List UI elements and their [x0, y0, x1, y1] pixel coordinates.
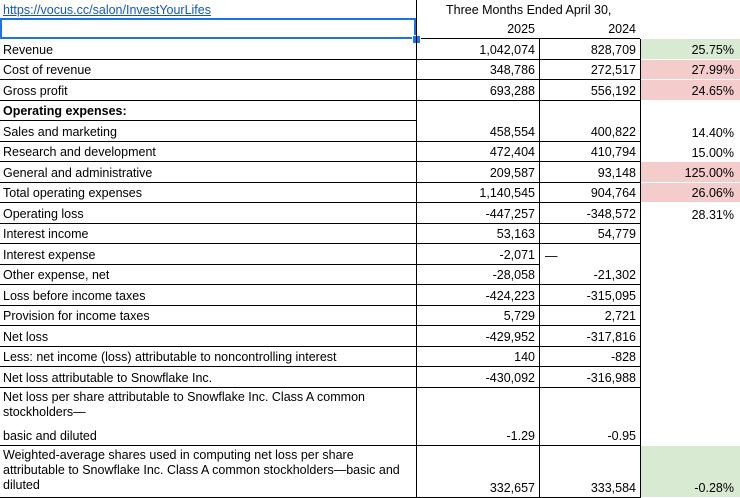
period-label: Three Months Ended April 30,: [446, 3, 612, 17]
year-2025: 2025: [507, 22, 535, 36]
change-percent[interactable]: 125.00%: [640, 162, 740, 183]
row-label[interactable]: Other expense, net: [0, 265, 416, 285]
value-2025[interactable]: 1,042,074: [416, 39, 539, 60]
table-row: [0, 306, 740, 326]
value-2024[interactable]: 333,584: [539, 446, 640, 498]
table-row: [0, 446, 740, 498]
source-link[interactable]: https://vocus.cc/salon/InvestYourLifes: [3, 3, 211, 17]
value-2025[interactable]: 693,288: [416, 80, 539, 101]
table-row: [0, 101, 740, 121]
value-2024[interactable]: 556,192: [539, 80, 640, 101]
row-label[interactable]: Interest income: [0, 224, 416, 244]
change-percent[interactable]: [640, 326, 740, 347]
column-divider: [539, 39, 540, 498]
change-percent[interactable]: [640, 347, 740, 367]
value-2025[interactable]: -1.29: [416, 425, 539, 446]
value-2024[interactable]: -315,095: [539, 285, 640, 306]
row-label[interactable]: Operating loss: [0, 203, 416, 224]
value-2025[interactable]: [416, 101, 539, 121]
table-row: [0, 285, 740, 306]
table-row: [0, 142, 740, 162]
value-2025[interactable]: 348,786: [416, 60, 539, 80]
table-row: [0, 224, 740, 244]
row-label[interactable]: Net loss attributable to Snowflake Inc.: [0, 367, 416, 388]
table-row: [0, 388, 740, 425]
change-percent[interactable]: [640, 388, 740, 425]
row-label[interactable]: Sales and marketing: [0, 121, 416, 142]
value-2025[interactable]: 53,163: [416, 224, 539, 244]
change-percent[interactable]: -0.28%: [640, 446, 740, 498]
row-label[interactable]: General and administrative: [0, 162, 416, 183]
change-percent[interactable]: [640, 265, 740, 285]
table-row: [0, 347, 740, 367]
row-label[interactable]: Interest expense: [0, 244, 416, 265]
row-label[interactable]: Research and development: [0, 142, 416, 162]
value-2025[interactable]: 209,587: [416, 162, 539, 183]
active-cell-selection[interactable]: [0, 18, 416, 39]
year-2024: 2024: [608, 22, 636, 36]
value-2025[interactable]: 332,657: [416, 446, 539, 498]
change-percent[interactable]: 25.75%: [640, 39, 740, 60]
row-label[interactable]: Less: net income (loss) attributable to noncontrolling interest: [0, 347, 416, 367]
value-2025[interactable]: -430,092: [416, 367, 539, 388]
row-label[interactable]: Net loss: [0, 326, 416, 347]
table-row: [0, 39, 740, 60]
change-percent[interactable]: 14.40%: [691, 126, 734, 140]
value-2024[interactable]: 93,148: [539, 162, 640, 183]
period-label-cell: [416, 0, 640, 19]
change-percent[interactable]: 28.31%: [691, 208, 734, 222]
value-2024[interactable]: 272,517: [539, 60, 640, 80]
change-percent[interactable]: [640, 425, 740, 446]
value-2024[interactable]: -21,302: [539, 265, 640, 285]
column-divider: [640, 39, 641, 498]
change-percent[interactable]: 15.00%: [691, 146, 734, 160]
row-label[interactable]: Cost of revenue: [0, 60, 416, 80]
change-percent[interactable]: [640, 306, 740, 326]
change-percent[interactable]: 24.65%: [640, 80, 740, 101]
value-2025[interactable]: -2,071: [416, 244, 539, 265]
row-label[interactable]: Total operating expenses: [0, 183, 416, 203]
table-row: [0, 80, 740, 101]
value-2024[interactable]: 904,764: [539, 183, 640, 203]
value-2024[interactable]: -0.95: [539, 425, 640, 446]
value-2025[interactable]: -447,257: [416, 203, 539, 224]
value-2024[interactable]: -317,816: [539, 326, 640, 347]
value-2024[interactable]: 54,779: [539, 224, 640, 244]
row-label[interactable]: Operating expenses:: [0, 101, 416, 121]
value-2024[interactable]: 410,794: [539, 142, 640, 162]
table-row: [0, 121, 740, 142]
table-row: [0, 265, 740, 285]
row-label[interactable]: Revenue: [0, 39, 416, 60]
table-row: [0, 60, 740, 80]
table-row: [0, 367, 740, 388]
value-2024[interactable]: 400,822: [539, 121, 640, 142]
table-row: [0, 326, 740, 347]
row-label[interactable]: Provision for income taxes: [0, 306, 416, 326]
row-label[interactable]: basic and diluted: [0, 425, 416, 446]
value-2025[interactable]: -28,058: [416, 265, 539, 285]
table-row: [0, 183, 740, 203]
row-label[interactable]: Gross profit: [0, 80, 416, 101]
value-2024[interactable]: 2,721: [539, 306, 640, 326]
value-2025[interactable]: 472,404: [416, 142, 539, 162]
value-2024[interactable]: -828: [539, 347, 640, 367]
column-divider: [416, 0, 417, 498]
year-2024-cell: [539, 19, 640, 39]
row-label[interactable]: Loss before income taxes: [0, 285, 416, 306]
value-2024[interactable]: -348,572: [539, 203, 640, 224]
value-2024[interactable]: —: [545, 249, 558, 263]
value-2024[interactable]: 828,709: [539, 39, 640, 60]
change-percent[interactable]: [640, 285, 740, 306]
value-2025[interactable]: -424,223: [416, 285, 539, 306]
change-percent[interactable]: 27.99%: [640, 60, 740, 80]
value-2024[interactable]: [539, 101, 640, 121]
row-label[interactable]: Weighted-average shares used in computing net loss per share attributable to Snowflake Inc. Class A common stockholders—basic and diluted: [0, 446, 416, 498]
row-label[interactable]: Net loss per share attributable to Snowflake Inc. Class A common stockholders—: [3, 390, 365, 419]
value-2025[interactable]: 458,554: [416, 121, 539, 142]
value-2025[interactable]: 5,729: [416, 306, 539, 326]
year-2025-cell: [416, 19, 539, 39]
value-2024[interactable]: [539, 388, 640, 425]
table-row: [0, 425, 740, 446]
change-percent[interactable]: [640, 367, 740, 388]
link-cell[interactable]: [0, 0, 416, 19]
value-2025[interactable]: -429,952: [416, 326, 539, 347]
change-percent[interactable]: [640, 101, 740, 121]
change-percent[interactable]: 26.06%: [640, 183, 740, 203]
value-2025[interactable]: [416, 388, 539, 425]
table-row: [0, 244, 740, 265]
table-row: [0, 162, 740, 183]
value-2024[interactable]: -316,988: [539, 367, 640, 388]
change-percent[interactable]: [640, 244, 740, 265]
value-2025[interactable]: 1,140,545: [416, 183, 539, 203]
table-row: [0, 203, 740, 224]
change-percent[interactable]: [640, 224, 740, 244]
value-2025[interactable]: 140: [416, 347, 539, 367]
